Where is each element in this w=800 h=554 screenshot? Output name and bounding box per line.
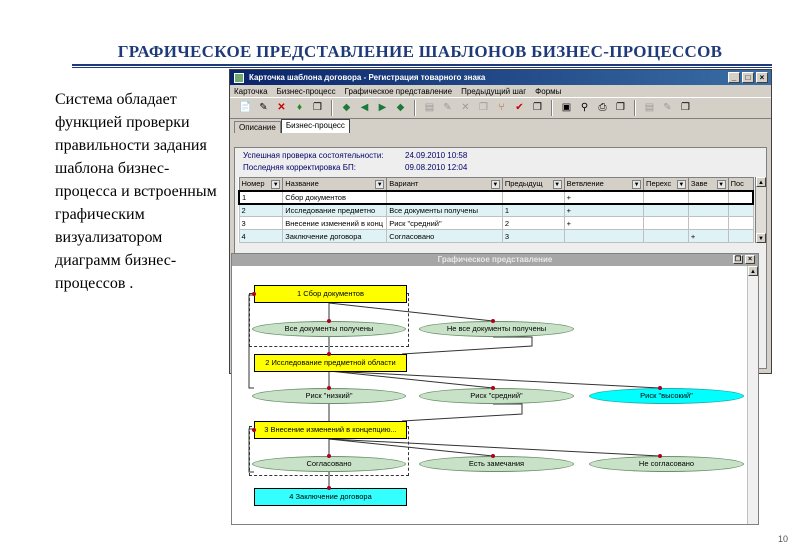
table-cell: 2 <box>502 217 564 230</box>
table-row[interactable] <box>239 217 753 230</box>
toolbar-separator <box>634 100 636 116</box>
windows-icon[interactable]: ❐ <box>681 102 690 113</box>
table-cell: 2 <box>239 204 283 217</box>
table-cell <box>644 204 689 217</box>
connector-dot <box>327 454 331 458</box>
slide-body-text: Система обладает функцией проверки правильности задания шаблона бизнес-процесса и встроенным графическим визуализатором диаграмм бизнес-процессов . <box>55 91 217 292</box>
menu-item-forms[interactable]: Формы <box>535 86 562 96</box>
copy-icon[interactable]: ❐ <box>313 102 322 113</box>
toolbar-separator <box>331 100 333 116</box>
scroll-up-icon[interactable]: ▲ <box>748 266 758 276</box>
table-cell <box>644 230 689 243</box>
graphic-view-title: Графическое представление <box>437 255 553 264</box>
table-cell: Исследование предметно <box>283 204 387 217</box>
connector-dot <box>491 454 495 458</box>
diagram-variant[interactable]: Не все документы получены <box>419 321 574 337</box>
arrow-right-icon[interactable]: ▶ <box>378 102 387 113</box>
column-label: Заве <box>690 178 708 188</box>
table-cell <box>728 191 753 204</box>
chevron-down-icon[interactable]: ▼ <box>554 181 561 188</box>
grid-disabled-icon[interactable]: ▤ <box>644 102 655 113</box>
table-cell <box>728 204 753 217</box>
table-row[interactable] <box>239 191 753 204</box>
new-icon[interactable]: 📄 <box>239 102 252 113</box>
diagram-variant[interactable]: Не согласовано <box>589 456 744 472</box>
diagram-step-4[interactable]: 4 Заключение договора <box>254 488 407 506</box>
window-title: Карточка шаблона договора - Регистрация товарного знака <box>249 73 486 82</box>
connector-dot <box>327 386 331 390</box>
toolbar <box>230 97 771 119</box>
connector-dot <box>327 352 331 356</box>
minimize-button[interactable]: _ <box>728 72 740 83</box>
menu-item-business-process[interactable]: Бизнес-процесс <box>276 86 336 96</box>
table-cell: + <box>564 217 643 230</box>
chevron-down-icon[interactable]: ▼ <box>492 181 499 188</box>
table-cell <box>564 230 643 243</box>
graphic-view-titlebar[interactable] <box>232 254 758 266</box>
toolbar-separator <box>551 100 553 116</box>
title-rule-thin <box>72 67 772 68</box>
menu-bar <box>230 85 771 97</box>
add-disabled-icon[interactable]: ▤ <box>424 102 435 113</box>
column-label: Название <box>285 178 319 188</box>
table-row[interactable] <box>239 204 753 217</box>
column-header-finish[interactable] <box>688 178 728 191</box>
table-cell <box>688 191 728 204</box>
connector-dot <box>252 428 256 432</box>
diagram-variant[interactable]: Риск "средний" <box>419 388 574 404</box>
title-rule <box>72 64 772 66</box>
delete-icon[interactable]: ✕ <box>277 102 286 113</box>
restore-icon[interactable]: ❐ <box>734 256 742 263</box>
table-cell: Все документы получены <box>387 204 503 217</box>
table-scrollbar[interactable] <box>755 177 766 243</box>
diagram-step-1[interactable]: 1 Сбор документов <box>254 285 407 303</box>
connector-dot <box>658 386 662 390</box>
scroll-up-icon[interactable]: ▲ <box>756 177 766 187</box>
table-cell <box>644 217 689 230</box>
column-label: Перехс <box>646 178 672 188</box>
zoom-icon[interactable]: ⚲ <box>580 102 589 113</box>
chevron-down-icon[interactable]: ▼ <box>376 181 383 188</box>
print-icon[interactable]: ⎙ <box>598 102 607 113</box>
menu-item-previous-step[interactable]: Предыдущий шаг <box>461 86 527 96</box>
diagram-scrollbar[interactable] <box>747 266 758 524</box>
column-label: Ветвление <box>566 178 604 188</box>
delete-disabled-icon[interactable]: ✕ <box>461 102 470 113</box>
connector-dot <box>491 319 495 323</box>
tab-bar <box>230 119 771 133</box>
pages-icon[interactable]: ❐ <box>616 102 625 113</box>
diagram-variant[interactable]: Есть замечания <box>419 456 574 472</box>
table-cell <box>688 217 728 230</box>
table-cell: Заключение договора <box>283 230 387 243</box>
connector-dot <box>252 292 256 296</box>
close-button[interactable]: × <box>756 72 768 83</box>
column-header-branch[interactable] <box>564 178 643 191</box>
save-icon[interactable]: ▣ <box>561 102 572 113</box>
column-label: Пос <box>730 179 744 189</box>
table-cell <box>644 191 689 204</box>
table-cell <box>502 191 564 204</box>
maximize-button[interactable]: □ <box>742 72 754 83</box>
chevron-down-icon[interactable]: ▼ <box>718 181 725 188</box>
table-cell: Внесение изменений в конц <box>283 217 387 230</box>
edit-label: Последняя корректировка БП: <box>243 163 356 172</box>
check-label: Успешная проверка состоятельности: <box>243 151 384 160</box>
chevron-down-icon[interactable]: ▼ <box>272 181 279 188</box>
page-number: 10 <box>777 534 788 544</box>
steps-table <box>238 177 754 243</box>
menu-item-graphic-view[interactable]: Графическое представление <box>344 86 453 96</box>
column-header-variant[interactable] <box>387 178 503 191</box>
table-cell <box>728 217 753 230</box>
table-cell: + <box>688 230 728 243</box>
column-header-number[interactable] <box>239 178 283 191</box>
table-row[interactable] <box>239 230 753 243</box>
copy-disabled-icon[interactable]: ❐ <box>479 102 488 113</box>
menu-item-card[interactable]: Карточка <box>234 86 268 96</box>
column-label: Вариант <box>389 178 419 188</box>
edit-disabled-icon[interactable]: ✎ <box>443 102 452 113</box>
table-cell: 3 <box>502 230 564 243</box>
column-header-last[interactable] <box>728 178 753 191</box>
diagram-step-3[interactable]: 3 Внесение изменений в концепцию... <box>254 421 407 439</box>
table-cell <box>387 191 503 204</box>
diagram-variant[interactable]: Риск "низкий" <box>252 388 406 404</box>
table-cell: Риск "средний" <box>387 217 503 230</box>
table-header-row <box>239 178 753 191</box>
connector-dot <box>491 386 495 390</box>
table-cell <box>688 204 728 217</box>
table-cell: 3 <box>239 217 283 230</box>
table-cell: 1 <box>502 204 564 217</box>
pin-icon[interactable]: ♦ <box>296 102 303 113</box>
diagram-step-2[interactable]: 2 Исследование предметной области <box>254 354 407 372</box>
arrow-left-icon[interactable]: ◀ <box>360 102 369 113</box>
connector-dot <box>658 454 662 458</box>
edit-value: 09.08.2010 12:04 <box>405 163 468 172</box>
diagram-canvas <box>232 266 748 524</box>
column-header-transition[interactable] <box>644 178 689 191</box>
tab-description[interactable]: Описание <box>234 121 281 133</box>
table-cell: Согласовано <box>387 230 503 243</box>
graphic-view-window <box>231 253 759 525</box>
diagram-variant[interactable]: Согласовано <box>252 456 406 472</box>
app-icon <box>234 73 244 83</box>
connector-dot <box>327 319 331 323</box>
scroll-down-icon[interactable]: ▼ <box>756 233 766 243</box>
table-cell: Сбор документов <box>283 191 387 204</box>
diagram-variant[interactable]: Все документы получены <box>252 321 406 337</box>
table-cell: + <box>564 204 643 217</box>
toolbar-separator <box>414 100 416 116</box>
slide-title: ГРАФИЧЕСКОЕ ПРЕДСТАВЛЕНИЕ ШАБЛОНОВ БИЗНЕС-ПРОЦЕССОВ <box>117 42 723 61</box>
edit-disabled-icon-2[interactable]: ✎ <box>663 102 672 113</box>
chevron-down-icon[interactable]: ▼ <box>678 181 685 188</box>
column-header-previous[interactable] <box>502 178 564 191</box>
check-icon[interactable]: ✔ <box>515 102 524 113</box>
column-label: Предыдущ <box>504 178 543 188</box>
edit-icon[interactable]: ✎ <box>259 102 268 113</box>
arrow-down-icon[interactable]: ◆ <box>396 102 405 113</box>
arrow-up-icon[interactable]: ◆ <box>342 102 351 113</box>
column-label: Номер <box>241 178 265 188</box>
tab-business-process[interactable]: Бизнес-процесс <box>281 119 350 133</box>
chevron-down-icon[interactable]: ▼ <box>633 181 640 188</box>
table-cell <box>728 230 753 243</box>
check-value: 24.09.2010 10:58 <box>405 151 468 160</box>
close-icon[interactable]: × <box>745 255 755 264</box>
table-cell: 1 <box>239 191 283 204</box>
diagram-variant[interactable]: Риск "высокий" <box>589 388 744 404</box>
table-cell: 4 <box>239 230 283 243</box>
window-titlebar[interactable] <box>230 70 771 85</box>
table-cell: + <box>564 191 643 204</box>
column-header-name[interactable] <box>283 178 387 191</box>
branch-icon[interactable]: ⑂ <box>498 102 505 113</box>
duplicate-icon[interactable]: ❐ <box>533 102 542 113</box>
connector-dot <box>327 486 331 490</box>
